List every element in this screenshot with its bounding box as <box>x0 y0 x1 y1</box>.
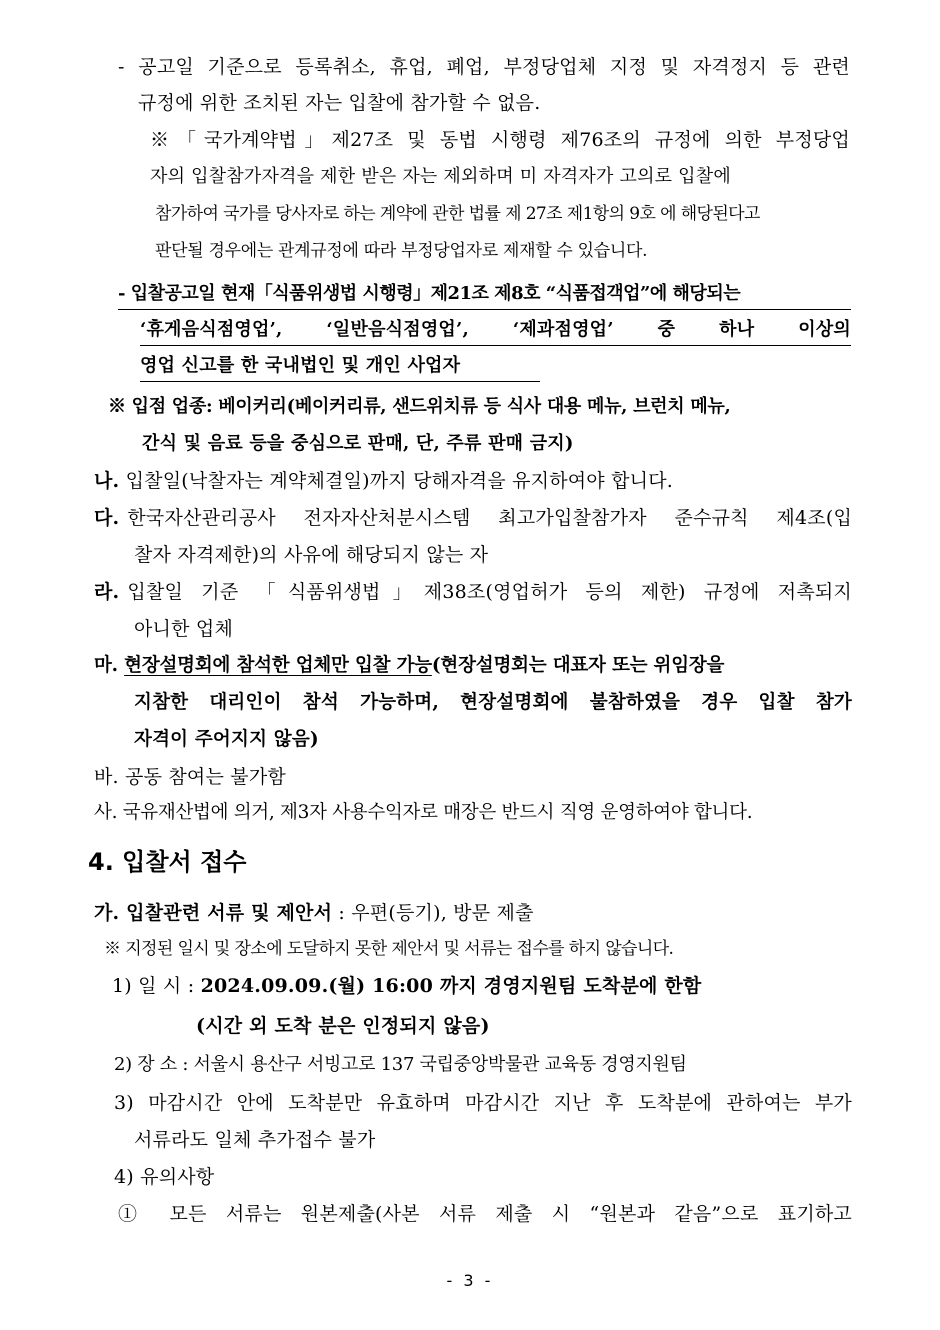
subitem-text: 2024.09.09.(월) 16:00 까지 경영지원팀 도착분에 한함 <box>200 975 702 997</box>
item-label: 가. 입찰관련 서류 및 제안서 <box>94 902 333 924</box>
section-heading: 4. 입찰서 접수 <box>88 848 247 876</box>
item-text: 한국자산관리공사 전자자산처분시스템 최고가입찰참가자 준수규칙 제4조(입 <box>127 507 852 529</box>
text-line: - 공고일 기준으로 등록취소, 휴업, 폐업, 부정당업체 지정 및 자격정지 등 관련 <box>118 56 850 78</box>
highlight-line: 영업 신고를 한 국내법인 및 개인 사업자 <box>140 353 540 382</box>
text-line: 찰자 자격제한)의 사유에 해당되지 않는 자 <box>134 544 489 566</box>
text-line: 간식 및 음료 등을 중심으로 판매, 단, 주류 판매 금지) <box>142 433 574 454</box>
text-line: (시간 외 도착 분은 인정되지 않음) <box>196 1015 490 1037</box>
item-ga <box>94 900 534 926</box>
note-line: ※ 지정된 일시 및 장소에 도달하지 못한 제안서 및 서류는 접수를 하지 않습니다. <box>104 939 674 959</box>
item-label: 라. <box>94 581 120 603</box>
subitem-4-1: ① 모든 서류는 원본제출(사본 서류 제출 시 “원본과 같음”으로 표기하고 <box>118 1203 852 1225</box>
item-ba: 바. 공동 참여는 불가함 <box>94 766 286 788</box>
item-text: 입찰일 기준 「식품위생법」제38조(영업허가 등의 제한) 규정에 저촉되지 <box>127 581 852 603</box>
highlight-line: ‘휴게음식점영업’, ‘일반음식점영업’, ‘제과점영업’ 중 하나 이상의 <box>140 317 851 346</box>
item-label: 마. <box>94 655 118 676</box>
item-na <box>94 468 673 494</box>
item-label: 다. <box>94 507 120 529</box>
text-line: 규정에 위한 조치된 자는 입찰에 참가할 수 없음. <box>138 92 541 114</box>
item-ra <box>94 579 852 605</box>
text-line: ※「국가계약법」제27조 및 동법 시행령 제76조의 규정에 의한 부정당업 <box>150 129 850 151</box>
item-text: : 우편(등기), 방문 제출 <box>332 902 534 924</box>
text-line: 지참한 대리인이 참석 가능하며, 현장설명회에 불참하였을 경우 입찰 참가 <box>134 692 852 713</box>
item-label: 나. <box>94 470 120 492</box>
item-da <box>94 505 852 531</box>
text-line: 참가하여 국가를 당사자로 하는 계약에 관한 법률 제 27조 제1항의 9호 에 해당된다고 <box>155 204 760 224</box>
subitem-4: 4) 유의사항 <box>114 1166 215 1188</box>
text-line: 아니한 업체 <box>134 618 234 640</box>
text-line: 판단될 경우에는 관계규정에 따라 부정당업자로 제재할 수 있습니다. <box>155 241 648 261</box>
item-text: (현장설명회는 대표자 또는 위임장을 <box>431 655 725 676</box>
subitem-2: 2) 장 소 : 서울시 용산구 서빙고로 137 국립중앙박물관 교육동 경영지원팀 <box>114 1054 687 1075</box>
text-line: ※ 입점 업종: 베이커리(베이커리류, 샌드위치류 등 식사 대용 메뉴, 브런치 메뉴, <box>108 396 731 417</box>
subitem-label: 1) 일 시 : <box>112 975 201 997</box>
subitem-3: 3) 마감시간 안에 도착분만 유효하며 마감시간 지난 후 도착분에 관하여는 부가 <box>114 1092 852 1114</box>
text-line: 서류라도 일체 추가접수 불가 <box>134 1129 376 1151</box>
item-sa: 사. 국유재산법에 의거, 제3자 사용수익자로 매장은 반드시 직영 운영하여야 합니다. <box>94 802 753 823</box>
text-line: 자격이 주어지지 않음) <box>134 729 319 750</box>
subitem-1 <box>112 973 702 999</box>
item-ma <box>94 653 724 679</box>
page-number: - 3 - <box>446 1271 494 1290</box>
highlight-line: - 입찰공고일 현재「식품위생법 시행령」제21조 제8호 “식품접객업”에 해당되는 <box>118 281 851 310</box>
item-text: 입찰일(낙찰자는 계약체결일)까지 당해자격을 유지하여야 합니다. <box>125 470 674 492</box>
text-line: 자의 입찰참가자격을 제한 받은 자는 제외하며 미 자격자가 고의로 입찰에 <box>150 166 731 187</box>
item-underlined-text: 현장설명회에 참석한 업체만 입찰 가능 <box>124 655 432 676</box>
